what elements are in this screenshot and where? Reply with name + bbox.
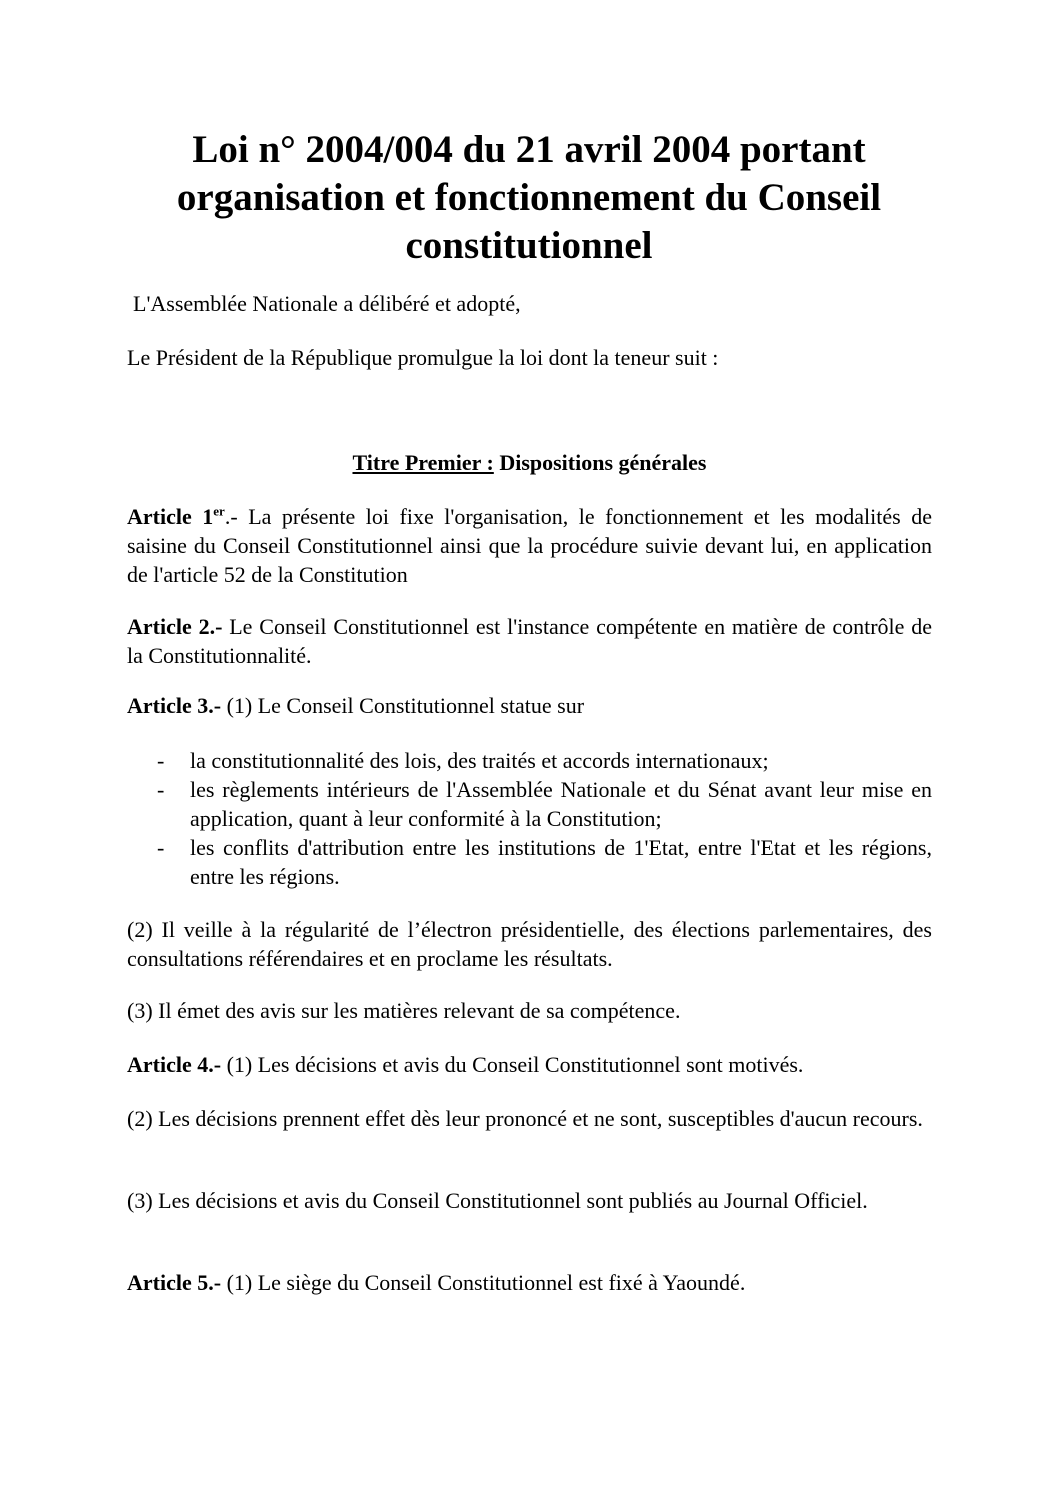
article-3-label: Article 3.- (127, 693, 222, 718)
article-2 (127, 612, 932, 670)
list-marker: - (157, 835, 165, 860)
article-1-label-sup: er (213, 503, 225, 519)
article-3-para-2: (2) Il veille à la régularité de l’électron présidentielle, des élections parlementaires, des consultations référendaires et en proclame les résultats. (127, 917, 932, 971)
article-1-text: La présente loi fixe l'organisation, le fonctionnement et les modalités de saisine du Conseil Constitutionnel ainsi que la procédure suivie devant lui, en application de l'article 52 de la Constitution (127, 504, 932, 587)
article-1-label-suffix: .- (224, 504, 238, 529)
section-label: Titre Premier : (352, 450, 494, 475)
article-1-label: Article 1er (127, 503, 225, 529)
article-2-text: Le Conseil Constitutionnel est l'instance compétente en matière de contrôle de la Constitutionnalité. (127, 614, 932, 668)
article-4-para-2: (2) Les décisions prennent effet dès leur prononcé et ne sont, susceptibles d'aucun recours. (127, 1106, 923, 1131)
list-marker: - (157, 777, 165, 802)
preamble-adoption: L'Assemblée Nationale a délibéré et adopté, (133, 291, 521, 316)
article-3-para-3: (3) Il émet des avis sur les matières relevant de sa compétence. (127, 998, 681, 1023)
section-heading (127, 448, 932, 477)
article-3-text: (1) Le Conseil Constitutionnel statue sur (221, 693, 585, 718)
list-item: - les conflits d'attribution entre les institutions de 1'Etat, entre l'Etat et les régions, entre les régions. (157, 835, 932, 889)
article-4-text: (1) Les décisions et avis du Conseil Constitutionnel sont motivés. (221, 1052, 804, 1077)
list-marker: - (157, 748, 165, 773)
article-4-para-3: (3) Les décisions et avis du Conseil Constitutionnel sont publiés au Journal Officiel. (127, 1188, 868, 1213)
list-item: - les règlements intérieurs de l'Assemblée Nationale et du Sénat avant leur mise en application, quant à leur conformité à la Constitution; (157, 777, 932, 831)
article-1 (127, 502, 932, 589)
article-2-label: Article 2.- (127, 614, 223, 639)
section-title: Dispositions générales (499, 450, 707, 475)
document-title: Loi n° 2004/004 du 21 avril 2004 portant organisation et fonctionnement du Conseil constitutionnel (176, 128, 882, 267)
article-4-label: Article 4.- (127, 1052, 222, 1077)
article-5 (127, 1268, 932, 1297)
preamble-promulgation: Le Président de la République promulgue la loi dont la teneur suit : (127, 345, 719, 370)
article-5-label: Article 5.- (127, 1270, 222, 1295)
list-item: - la constitutionnalité des lois, des traités et accords internationaux; (157, 748, 769, 773)
article-3 (127, 691, 932, 720)
article-4 (127, 1050, 932, 1079)
article-3-list (127, 746, 932, 891)
article-5-text: (1) Le siège du Conseil Constitutionnel est fixé à Yaoundé. (221, 1270, 746, 1295)
